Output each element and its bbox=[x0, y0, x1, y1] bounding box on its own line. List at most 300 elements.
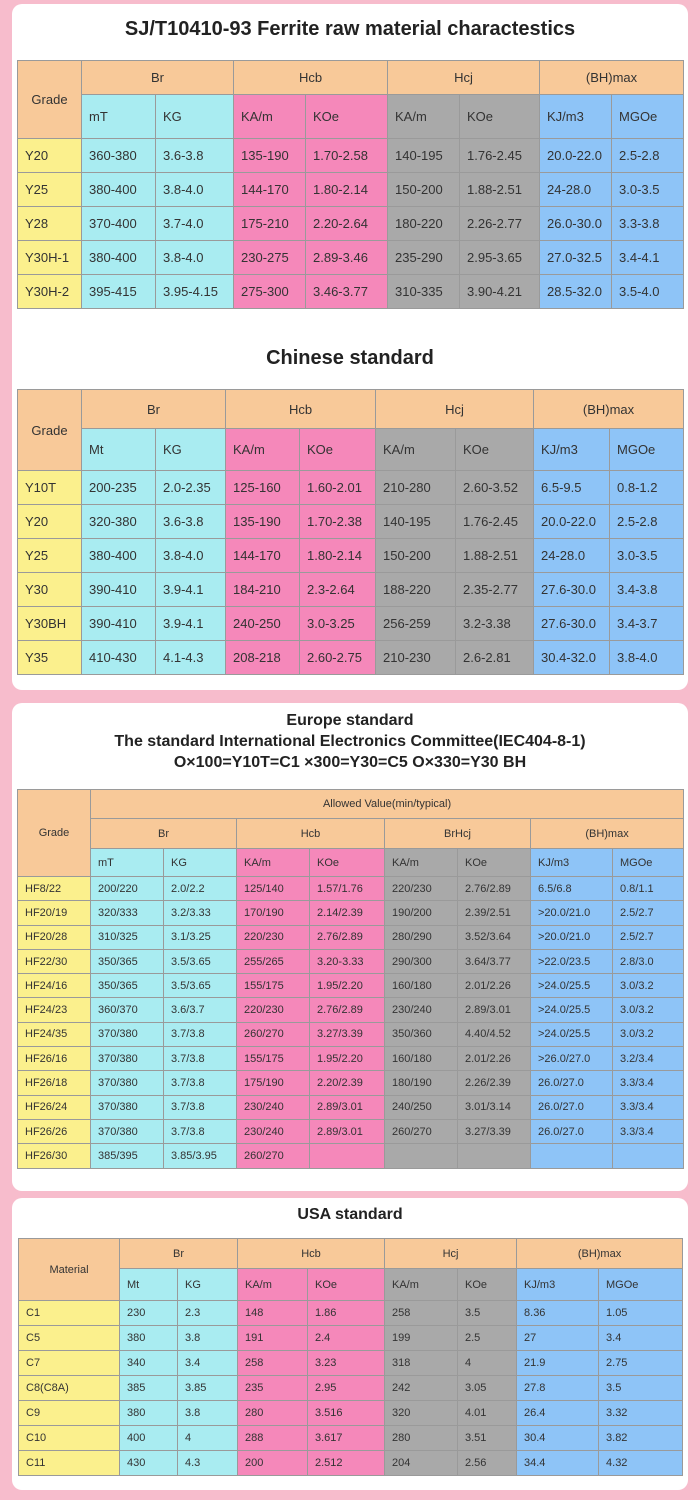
value-cell: 184-210 bbox=[226, 573, 300, 607]
table-row bbox=[18, 573, 684, 607]
unit-header: Mt bbox=[82, 429, 156, 471]
value-cell: 200-235 bbox=[82, 471, 156, 505]
value-cell: 204 bbox=[385, 1451, 458, 1476]
table-row bbox=[19, 1401, 683, 1426]
value-cell: 27 bbox=[517, 1326, 599, 1351]
grade-header: Grade bbox=[18, 390, 82, 471]
value-cell: 3.8-4.0 bbox=[156, 539, 226, 573]
value-cell: 3.7/3.8 bbox=[164, 1119, 237, 1143]
unit-header: KG bbox=[156, 429, 226, 471]
value-cell: 2.5 bbox=[458, 1326, 517, 1351]
value-cell: 3.3-3.8 bbox=[612, 207, 684, 241]
value-cell: 30.4 bbox=[517, 1426, 599, 1451]
value-cell: 34.4 bbox=[517, 1451, 599, 1476]
group-header: Hcj bbox=[388, 61, 540, 95]
group-header: Hcb bbox=[226, 390, 376, 429]
value-cell: >20.0/21.0 bbox=[531, 925, 613, 949]
table-row bbox=[18, 173, 684, 207]
grade-cell: Y25 bbox=[18, 173, 82, 207]
value-cell: 2.26-2.77 bbox=[460, 207, 540, 241]
value-cell: 4.32 bbox=[599, 1451, 683, 1476]
value-cell: 2.5/2.7 bbox=[613, 925, 684, 949]
table-row bbox=[18, 949, 684, 973]
value-cell: 230 bbox=[120, 1301, 178, 1326]
value-cell: 125-160 bbox=[226, 471, 300, 505]
table-row bbox=[18, 1095, 684, 1119]
value-cell: 160/180 bbox=[385, 1047, 458, 1071]
unit-header: KA/m bbox=[238, 1269, 308, 1301]
value-cell: 200/220 bbox=[91, 877, 164, 901]
value-cell: 2.5-2.8 bbox=[612, 139, 684, 173]
table-row bbox=[19, 1301, 683, 1326]
value-cell: 3.51 bbox=[458, 1426, 517, 1451]
value-cell: 3.5-4.0 bbox=[612, 275, 684, 309]
value-cell: 3.85 bbox=[178, 1376, 238, 1401]
value-cell: 230-275 bbox=[234, 241, 306, 275]
value-cell: 2.26/2.39 bbox=[458, 1071, 531, 1095]
grade-cell: HF22/30 bbox=[18, 949, 91, 973]
value-cell: 3.7/3.8 bbox=[164, 1095, 237, 1119]
value-cell: 380-400 bbox=[82, 173, 156, 207]
grade-cell: Y30 bbox=[18, 573, 82, 607]
table-row bbox=[18, 1119, 684, 1143]
value-cell: 2.6-2.81 bbox=[456, 641, 534, 675]
unit-header: Mt bbox=[120, 1269, 178, 1301]
table-row bbox=[18, 539, 684, 573]
value-cell: 318 bbox=[385, 1351, 458, 1376]
value-cell: 4 bbox=[458, 1351, 517, 1376]
value-cell: 410-430 bbox=[82, 641, 156, 675]
grade-cell: HF20/19 bbox=[18, 901, 91, 925]
value-cell: 370/380 bbox=[91, 1095, 164, 1119]
table-row bbox=[18, 1022, 684, 1046]
value-cell: 1.05 bbox=[599, 1301, 683, 1326]
value-cell: 26.4 bbox=[517, 1401, 599, 1426]
value-cell: 140-195 bbox=[388, 139, 460, 173]
value-cell bbox=[458, 1144, 531, 1168]
table-row bbox=[18, 471, 684, 505]
table-row bbox=[18, 1047, 684, 1071]
table-row bbox=[18, 275, 684, 309]
unit-header: KOe bbox=[310, 849, 385, 877]
value-cell: 210-230 bbox=[376, 641, 456, 675]
value-cell: 280 bbox=[385, 1426, 458, 1451]
value-cell: 3.0/3.2 bbox=[613, 998, 684, 1022]
value-cell: 390-410 bbox=[82, 573, 156, 607]
value-cell: 175/190 bbox=[237, 1071, 310, 1095]
value-cell: 255/265 bbox=[237, 949, 310, 973]
europe-subtitle: The standard International Electronics Committee(IEC404-8-1) bbox=[114, 733, 586, 750]
value-cell: 0.8/1.1 bbox=[613, 877, 684, 901]
value-cell: 340 bbox=[120, 1351, 178, 1376]
table-row bbox=[19, 1351, 683, 1376]
unit-header: KA/m bbox=[388, 95, 460, 139]
unit-header: KJ/m3 bbox=[534, 429, 610, 471]
table-row bbox=[18, 139, 684, 173]
table-row bbox=[19, 1426, 683, 1451]
grade-cell: Y30H-1 bbox=[18, 241, 82, 275]
group-header: BrHcj bbox=[385, 819, 531, 849]
value-cell: 2.0/2.2 bbox=[164, 877, 237, 901]
value-cell: 2.5-2.8 bbox=[610, 505, 684, 539]
value-cell: 4 bbox=[178, 1426, 238, 1451]
group-header: Hcb bbox=[237, 819, 385, 849]
value-cell: 144-170 bbox=[234, 173, 306, 207]
value-cell: 2.76/2.89 bbox=[310, 925, 385, 949]
value-cell: 155/175 bbox=[237, 974, 310, 998]
value-cell: 180/190 bbox=[385, 1071, 458, 1095]
value-cell: 27.8 bbox=[517, 1376, 599, 1401]
value-cell: 3.3/3.4 bbox=[613, 1095, 684, 1119]
value-cell: 3.6-3.8 bbox=[156, 505, 226, 539]
header-row-units bbox=[18, 429, 684, 471]
grade-cell: HF24/16 bbox=[18, 974, 91, 998]
unit-header: mT bbox=[91, 849, 164, 877]
value-cell: 3.7/3.8 bbox=[164, 1022, 237, 1046]
value-cell: 275-300 bbox=[234, 275, 306, 309]
grade-cell: HF26/24 bbox=[18, 1095, 91, 1119]
value-cell: 380 bbox=[120, 1401, 178, 1426]
group-header: Hcj bbox=[385, 1239, 517, 1269]
value-cell: 2.512 bbox=[308, 1451, 385, 1476]
value-cell: 380 bbox=[120, 1326, 178, 1351]
table-row bbox=[18, 974, 684, 998]
value-cell bbox=[531, 1144, 613, 1168]
value-cell: 3.4-3.8 bbox=[610, 573, 684, 607]
group-header: Hcb bbox=[238, 1239, 385, 1269]
card-sjt-chinese bbox=[12, 4, 688, 690]
value-cell: 135-190 bbox=[234, 139, 306, 173]
unit-header: KG bbox=[164, 849, 237, 877]
value-cell: 3.27/3.39 bbox=[310, 1022, 385, 1046]
unit-header: KOe bbox=[306, 95, 388, 139]
group-header: Br bbox=[82, 390, 226, 429]
grade-cell: C11 bbox=[19, 1451, 120, 1476]
value-cell: 21.9 bbox=[517, 1351, 599, 1376]
header-row-groups bbox=[18, 61, 684, 95]
value-cell: 125/140 bbox=[237, 877, 310, 901]
value-cell: 200 bbox=[238, 1451, 308, 1476]
value-cell: 2.89/3.01 bbox=[310, 1119, 385, 1143]
value-cell: 1.88-2.51 bbox=[460, 173, 540, 207]
value-cell: 3.01/3.14 bbox=[458, 1095, 531, 1119]
value-cell: 3.0/3.2 bbox=[613, 974, 684, 998]
value-cell: 3.9-4.1 bbox=[156, 607, 226, 641]
value-cell: 3.4 bbox=[599, 1326, 683, 1351]
value-cell: 385 bbox=[120, 1376, 178, 1401]
grade-header: Grade bbox=[18, 61, 82, 139]
value-cell: 3.32 bbox=[599, 1401, 683, 1426]
value-cell: 3.7-4.0 bbox=[156, 207, 234, 241]
grade-cell: HF24/35 bbox=[18, 1022, 91, 1046]
value-cell: 3.3/3.4 bbox=[613, 1071, 684, 1095]
value-cell: 1.95/2.20 bbox=[310, 1047, 385, 1071]
header-row-units bbox=[18, 849, 684, 877]
value-cell: 3.0/3.2 bbox=[613, 1022, 684, 1046]
value-cell: 155/175 bbox=[237, 1047, 310, 1071]
value-cell: 2.75 bbox=[599, 1351, 683, 1376]
value-cell: 140-195 bbox=[376, 505, 456, 539]
unit-header: mT bbox=[82, 95, 156, 139]
value-cell: 2.60-2.75 bbox=[300, 641, 376, 675]
table-row bbox=[18, 505, 684, 539]
value-cell: 170/190 bbox=[237, 901, 310, 925]
value-cell: 260/270 bbox=[237, 1022, 310, 1046]
value-cell: 1.95/2.20 bbox=[310, 974, 385, 998]
grade-cell: HF20/28 bbox=[18, 925, 91, 949]
value-cell: >24.0/25.5 bbox=[531, 1022, 613, 1046]
europe-tbody bbox=[18, 790, 684, 1169]
value-cell: 3.4-3.7 bbox=[610, 607, 684, 641]
value-cell: 4.3 bbox=[178, 1451, 238, 1476]
value-cell: 3.23 bbox=[308, 1351, 385, 1376]
value-cell: >20.0/21.0 bbox=[531, 901, 613, 925]
value-cell: 320-380 bbox=[82, 505, 156, 539]
europe-table bbox=[17, 789, 684, 1169]
value-cell: 3.8 bbox=[178, 1326, 238, 1351]
value-cell: 3.617 bbox=[308, 1426, 385, 1451]
value-cell: 3.5 bbox=[599, 1376, 683, 1401]
value-cell: 3.52/3.64 bbox=[458, 925, 531, 949]
value-cell: 6.5-9.5 bbox=[534, 471, 610, 505]
value-cell: 2.0-2.35 bbox=[156, 471, 226, 505]
header-row-allowed bbox=[18, 790, 684, 819]
value-cell: 3.8-4.0 bbox=[156, 173, 234, 207]
group-header: Br bbox=[82, 61, 234, 95]
value-cell: 3.0-3.5 bbox=[610, 539, 684, 573]
usa-tbody bbox=[19, 1239, 683, 1476]
unit-header: KG bbox=[178, 1269, 238, 1301]
value-cell: 2.01/2.26 bbox=[458, 1047, 531, 1071]
table-row bbox=[19, 1326, 683, 1351]
unit-header: KG bbox=[156, 95, 234, 139]
unit-header: KOe bbox=[458, 849, 531, 877]
header-row-units bbox=[18, 95, 684, 139]
value-cell: 1.57/1.76 bbox=[310, 877, 385, 901]
grade-cell: C7 bbox=[19, 1351, 120, 1376]
value-cell: 2.5/2.7 bbox=[613, 901, 684, 925]
value-cell: 235 bbox=[238, 1376, 308, 1401]
value-cell: 1.60-2.01 bbox=[300, 471, 376, 505]
grade-cell: Y20 bbox=[18, 505, 82, 539]
value-cell: 258 bbox=[238, 1351, 308, 1376]
value-cell bbox=[310, 1144, 385, 1168]
value-cell: 190/200 bbox=[385, 901, 458, 925]
value-cell: 3.6-3.8 bbox=[156, 139, 234, 173]
value-cell: 3.7/3.8 bbox=[164, 1047, 237, 1071]
value-cell: 350/360 bbox=[385, 1022, 458, 1046]
unit-header: KA/m bbox=[385, 849, 458, 877]
value-cell: 188-220 bbox=[376, 573, 456, 607]
value-cell: 290/300 bbox=[385, 949, 458, 973]
unit-header: KJ/m3 bbox=[531, 849, 613, 877]
usa-title: USA standard bbox=[297, 1206, 403, 1223]
value-cell: 2.3 bbox=[178, 1301, 238, 1326]
grade-cell: HF26/30 bbox=[18, 1144, 91, 1168]
value-cell: 175-210 bbox=[234, 207, 306, 241]
unit-header: KA/m bbox=[237, 849, 310, 877]
value-cell: 3.2/3.4 bbox=[613, 1047, 684, 1071]
table-row bbox=[19, 1451, 683, 1476]
card-usa bbox=[12, 1198, 688, 1490]
grade-header: Material bbox=[19, 1239, 120, 1301]
value-cell: >24.0/25.5 bbox=[531, 974, 613, 998]
value-cell: 242 bbox=[385, 1376, 458, 1401]
value-cell: 2.89/3.01 bbox=[310, 1095, 385, 1119]
value-cell: 3.85/3.95 bbox=[164, 1144, 237, 1168]
chinese-tbody bbox=[18, 390, 684, 675]
value-cell: 280/290 bbox=[385, 925, 458, 949]
usa-table bbox=[18, 1238, 683, 1476]
chinese-table bbox=[17, 389, 684, 675]
value-cell: 260/270 bbox=[237, 1144, 310, 1168]
value-cell: 208-218 bbox=[226, 641, 300, 675]
value-cell: 380-400 bbox=[82, 539, 156, 573]
value-cell: 3.82 bbox=[599, 1426, 683, 1451]
value-cell: 3.05 bbox=[458, 1376, 517, 1401]
value-cell: 3.8 bbox=[178, 1401, 238, 1426]
value-cell: 135-190 bbox=[226, 505, 300, 539]
unit-header: KA/m bbox=[226, 429, 300, 471]
value-cell: 28.5-32.0 bbox=[540, 275, 612, 309]
value-cell: 2.20/2.39 bbox=[310, 1071, 385, 1095]
table-row bbox=[18, 1144, 684, 1168]
grade-cell: HF8/22 bbox=[18, 877, 91, 901]
value-cell: 4.40/4.52 bbox=[458, 1022, 531, 1046]
grade-cell: Y25 bbox=[18, 539, 82, 573]
group-header: (BH)max bbox=[531, 819, 684, 849]
value-cell: 150-200 bbox=[388, 173, 460, 207]
value-cell: 2.39/2.51 bbox=[458, 901, 531, 925]
value-cell: 220/230 bbox=[237, 998, 310, 1022]
grade-cell: C8(C8A) bbox=[19, 1376, 120, 1401]
grade-cell: Y30H-2 bbox=[18, 275, 82, 309]
grade-cell: HF26/26 bbox=[18, 1119, 91, 1143]
allowed-value-header: Allowed Value(min/typical) bbox=[91, 790, 684, 819]
value-cell: 26.0-30.0 bbox=[540, 207, 612, 241]
value-cell: 4.1-4.3 bbox=[156, 641, 226, 675]
value-cell: 27.0-32.5 bbox=[540, 241, 612, 275]
value-cell: 258 bbox=[385, 1301, 458, 1326]
value-cell: 2.01/2.26 bbox=[458, 974, 531, 998]
value-cell bbox=[385, 1144, 458, 1168]
unit-header: KA/m bbox=[376, 429, 456, 471]
value-cell: 2.20-2.64 bbox=[306, 207, 388, 241]
value-cell: 3.95-4.15 bbox=[156, 275, 234, 309]
value-cell: 240/250 bbox=[385, 1095, 458, 1119]
grade-cell: Y20 bbox=[18, 139, 82, 173]
header-row-groups bbox=[18, 819, 684, 849]
value-cell: 320/333 bbox=[91, 901, 164, 925]
value-cell: 180-220 bbox=[388, 207, 460, 241]
unit-header: KOe bbox=[308, 1269, 385, 1301]
value-cell: 2.4 bbox=[308, 1326, 385, 1351]
value-cell: 2.95 bbox=[308, 1376, 385, 1401]
value-cell: 3.0-3.5 bbox=[612, 173, 684, 207]
value-cell: 230/240 bbox=[237, 1095, 310, 1119]
sjt-title: SJ/T10410-93 Ferrite raw material charactestics bbox=[124, 18, 576, 40]
value-cell: 27.6-30.0 bbox=[534, 607, 610, 641]
value-cell: 3.64/3.77 bbox=[458, 949, 531, 973]
europe-title: Europe standard bbox=[286, 712, 414, 729]
value-cell: 2.76/2.89 bbox=[458, 877, 531, 901]
value-cell: 144-170 bbox=[226, 539, 300, 573]
unit-header: KA/m bbox=[385, 1269, 458, 1301]
value-cell: 3.0-3.25 bbox=[300, 607, 376, 641]
value-cell: 310/325 bbox=[91, 925, 164, 949]
value-cell: 320 bbox=[385, 1401, 458, 1426]
value-cell: 370/380 bbox=[91, 1022, 164, 1046]
value-cell: 1.86 bbox=[308, 1301, 385, 1326]
header-row-groups bbox=[18, 390, 684, 429]
group-header: Hcj bbox=[376, 390, 534, 429]
grade-cell: HF26/16 bbox=[18, 1047, 91, 1071]
grade-cell: Y10T bbox=[18, 471, 82, 505]
value-cell: 3.90-4.21 bbox=[460, 275, 540, 309]
value-cell: 3.2-3.38 bbox=[456, 607, 534, 641]
value-cell: 3.4-4.1 bbox=[612, 241, 684, 275]
europe-equivalence: O×100=Y10T=C1 ×300=Y30=C5 O×330=Y30 BH bbox=[173, 754, 527, 771]
unit-header: KOe bbox=[458, 1269, 517, 1301]
value-cell: 1.80-2.14 bbox=[306, 173, 388, 207]
value-cell: 6.5/6.8 bbox=[531, 877, 613, 901]
value-cell: >22.0/23.5 bbox=[531, 949, 613, 973]
value-cell: 2.89-3.46 bbox=[306, 241, 388, 275]
value-cell: >24.0/25.5 bbox=[531, 998, 613, 1022]
value-cell: 360-380 bbox=[82, 139, 156, 173]
grade-header: Grade bbox=[18, 790, 91, 877]
value-cell: 3.6/3.7 bbox=[164, 998, 237, 1022]
grade-cell: HF24/23 bbox=[18, 998, 91, 1022]
value-cell: 350/365 bbox=[91, 974, 164, 998]
value-cell: 370/380 bbox=[91, 1047, 164, 1071]
unit-header: KOe bbox=[300, 429, 376, 471]
value-cell: 3.3/3.4 bbox=[613, 1119, 684, 1143]
value-cell: 380-400 bbox=[82, 241, 156, 275]
header-row-groups bbox=[19, 1239, 683, 1269]
value-cell: 3.5 bbox=[458, 1301, 517, 1326]
value-cell: 220/230 bbox=[237, 925, 310, 949]
value-cell: 260/270 bbox=[385, 1119, 458, 1143]
chinese-title: Chinese standard bbox=[266, 347, 434, 369]
value-cell: 1.76-2.45 bbox=[460, 139, 540, 173]
value-cell: 2.89/3.01 bbox=[458, 998, 531, 1022]
unit-header: MGOe bbox=[612, 95, 684, 139]
grade-cell: Y35 bbox=[18, 641, 82, 675]
value-cell: 26.0/27.0 bbox=[531, 1119, 613, 1143]
group-header: Hcb bbox=[234, 61, 388, 95]
value-cell: 1.70-2.58 bbox=[306, 139, 388, 173]
value-cell: 430 bbox=[120, 1451, 178, 1476]
value-cell: 24-28.0 bbox=[540, 173, 612, 207]
value-cell: 4.01 bbox=[458, 1401, 517, 1426]
value-cell: 26.0/27.0 bbox=[531, 1071, 613, 1095]
table-row bbox=[18, 241, 684, 275]
value-cell: 390-410 bbox=[82, 607, 156, 641]
value-cell: 395-415 bbox=[82, 275, 156, 309]
value-cell: 20.0-22.0 bbox=[540, 139, 612, 173]
value-cell: 3.20-3.33 bbox=[310, 949, 385, 973]
value-cell: 30.4-32.0 bbox=[534, 641, 610, 675]
value-cell: 240-250 bbox=[226, 607, 300, 641]
value-cell: 230/240 bbox=[237, 1119, 310, 1143]
value-cell bbox=[613, 1144, 684, 1168]
value-cell: 370/380 bbox=[91, 1119, 164, 1143]
grade-cell: Y30BH bbox=[18, 607, 82, 641]
value-cell: 1.88-2.51 bbox=[456, 539, 534, 573]
grade-cell: HF26/18 bbox=[18, 1071, 91, 1095]
table-row bbox=[18, 925, 684, 949]
